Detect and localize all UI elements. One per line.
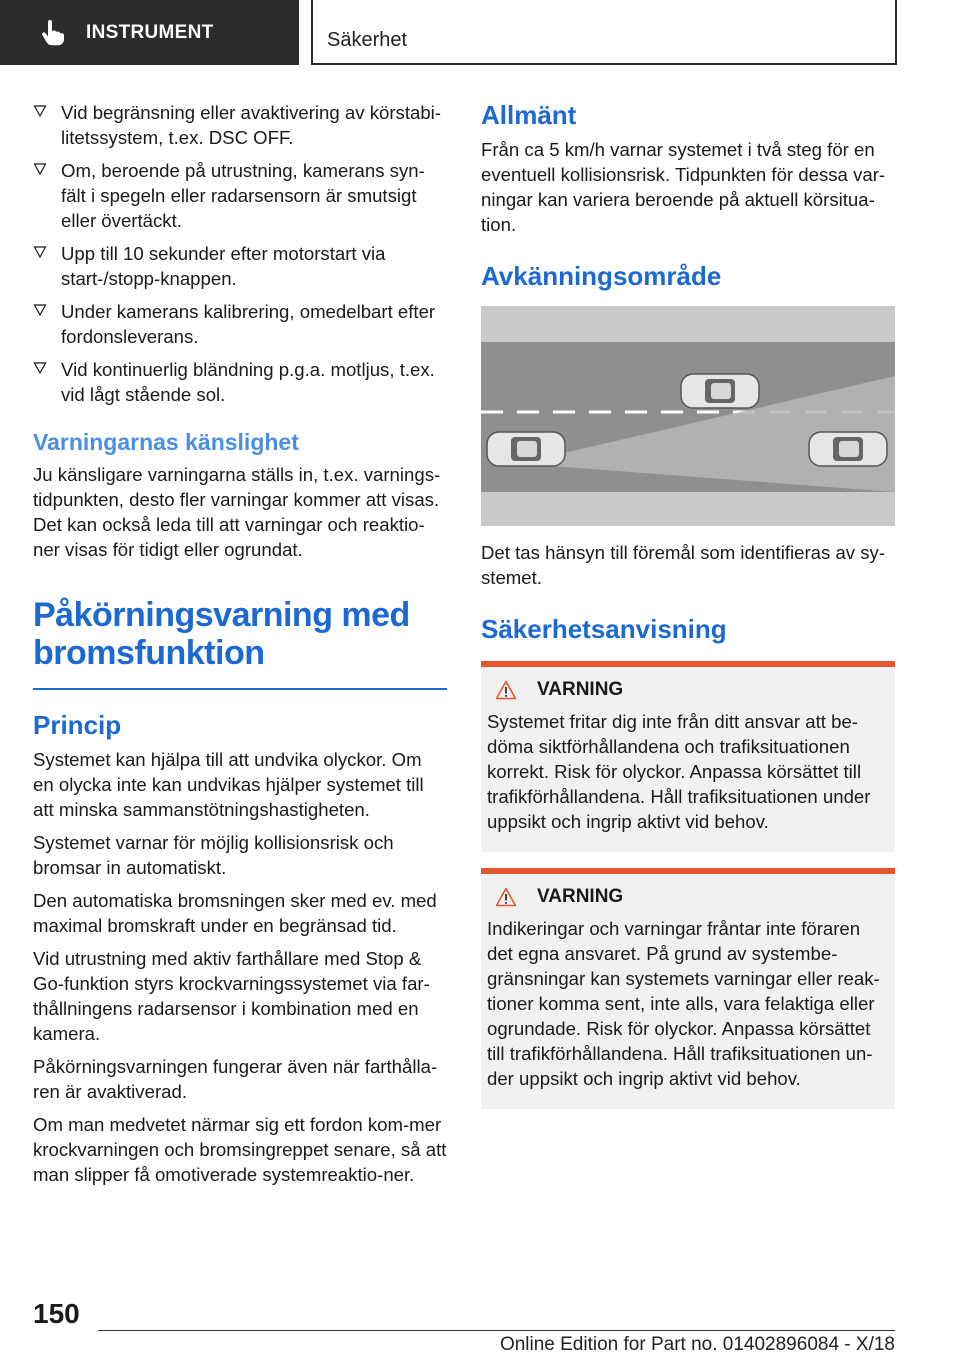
list-item-text: Under kamerans kalibrering, omedelbart efter fordonsleverans. bbox=[61, 301, 436, 347]
road-scene-graphic bbox=[481, 306, 895, 526]
chapter-tab[interactable] bbox=[0, 0, 299, 65]
page-number: 150 bbox=[33, 1298, 80, 1329]
section-title: Säkerhet bbox=[327, 29, 408, 51]
list-item bbox=[33, 241, 447, 291]
warning-triangle-icon bbox=[495, 887, 517, 907]
allmant-heading: Allmänt bbox=[481, 100, 577, 130]
warning-title: VARNING bbox=[537, 886, 624, 907]
footer-divider bbox=[98, 1330, 895, 1331]
varningar-paragraph: Ju känsligare varningarna ställs in, t.ex. varnings-tidpunkten, desto fler varningar kommer att visas. Det kan också leda till att varningar och reaktio-ner visas för tidigt eller ogrundat. bbox=[33, 464, 441, 560]
list-item bbox=[33, 158, 447, 233]
paragraph: Systemet kan hjälpa till att undvika olyckor. Om en olycka inte kan undvikas hjälper systemet till att minska sammanstötningshastigheten. bbox=[33, 749, 424, 820]
paragraph: Om man medvetet närmar sig ett fordon kom-mer krockvarningen och bromsingreppet senare, så att man slipper få omotiverade systemreaktio-ner. bbox=[33, 1114, 447, 1185]
varningar-heading: Varningarnas känslighet bbox=[33, 429, 299, 455]
hand-pointer-icon bbox=[38, 19, 66, 47]
footer-edition-text: Online Edition for Part no. 01402896084 - X/18 bbox=[499, 1334, 895, 1355]
list-item-text: Om, beroende på utrustning, kamerans syn-fält i spegeln eller radarsensorn är smutsigt eller övertäckt. bbox=[61, 160, 425, 231]
paragraph: Vid utrustning med aktiv farthållare med Stop & Go-funktion styrs krockvarningssystemet via far-thållningens radarsensor i kombination med en kamera. bbox=[33, 948, 430, 1044]
sakerhet-heading: Säkerhetsanvisning bbox=[481, 614, 727, 644]
list-item-text: Vid kontinuerlig bländning p.g.a. motljus, t.ex. vid lågt stående sol. bbox=[61, 359, 435, 405]
list-item bbox=[33, 100, 447, 150]
list-item bbox=[33, 299, 447, 349]
warning-title-row bbox=[487, 679, 887, 701]
allmant-paragraph: Från ca 5 km/h varnar systemet i två steg för en eventuell kollisionsrisk. Tidpunkten för dessa var-ningar kan variera beroende på aktuell körsitua-tion. bbox=[481, 139, 886, 235]
list-item-text: Vid begränsning eller avaktivering av körstabi-litetssystem, t.ex. DSC OFF. bbox=[61, 102, 442, 148]
car-icon-rear bbox=[487, 432, 565, 466]
chapter-tab-label: INSTRUMENT bbox=[86, 21, 214, 43]
illustration-caption: Det tas hänsyn till föremål som identifieras av sy-stemet. bbox=[481, 542, 886, 588]
paragraph: Systemet varnar för möjlig kollisionsrisk och bromsar in automatiskt. bbox=[33, 832, 394, 878]
warning-box bbox=[481, 868, 895, 1109]
princip-heading: Princip bbox=[33, 710, 122, 740]
chapter-heading: Påkörningsvarning med bromsfunktion bbox=[33, 596, 410, 672]
triangle-bullet-icon bbox=[33, 104, 47, 118]
list-item bbox=[33, 357, 447, 407]
warning-box bbox=[481, 661, 895, 852]
left-column bbox=[33, 100, 447, 1195]
paragraph: Den automatiska bromsningen sker med ev. med maximal bromskraft under en begränsad tid. bbox=[33, 890, 437, 936]
sensor-range-illustration bbox=[481, 306, 895, 526]
triangle-bullet-icon bbox=[33, 303, 47, 317]
warning-text: Indikeringar och varningar fråntar inte föraren det egna ansvaret. På grund av systembe-gränsningar kan systemets varningar eller reak-tioner komma sent, inte alls, vara felaktiga eller ogrundade. Risk för olyckor. Anpassa körsättet till trafikförhållandena. Håll trafiksituationen un-der uppsikt och ingrip aktivt vid behov. bbox=[487, 918, 880, 1089]
warning-title-row bbox=[487, 886, 887, 908]
warning-title: VARNING bbox=[537, 679, 624, 700]
warning-bar bbox=[481, 868, 895, 874]
heading-divider bbox=[33, 688, 447, 690]
warning-text: Systemet fritar dig inte från ditt ansvar att be-döma siktförhållandena och trafiksituationen korrekt. Risk för olyckor. Anpassa körsättet till trafikförhållandena. Håll trafiksituationen under uppsikt och ingrip aktivt vid behov. bbox=[487, 711, 871, 832]
car-icon-ahead bbox=[809, 432, 887, 466]
car-icon-front-left-lane bbox=[681, 374, 759, 408]
section-header bbox=[311, 0, 897, 65]
avkanning-heading: Avkänningsområde bbox=[481, 261, 722, 291]
right-column bbox=[481, 100, 895, 1109]
triangle-bullet-icon bbox=[33, 245, 47, 259]
warning-bar bbox=[481, 661, 895, 667]
triangle-bullet-icon bbox=[33, 162, 47, 176]
paragraph: Påkörningsvarningen fungerar även när farthålla-ren är avaktiverad. bbox=[33, 1056, 438, 1102]
list-item-text: Upp till 10 sekunder efter motorstart via start-/stopp-knappen. bbox=[61, 243, 386, 289]
triangle-bullet-icon bbox=[33, 361, 47, 375]
warning-triangle-icon bbox=[495, 680, 517, 700]
